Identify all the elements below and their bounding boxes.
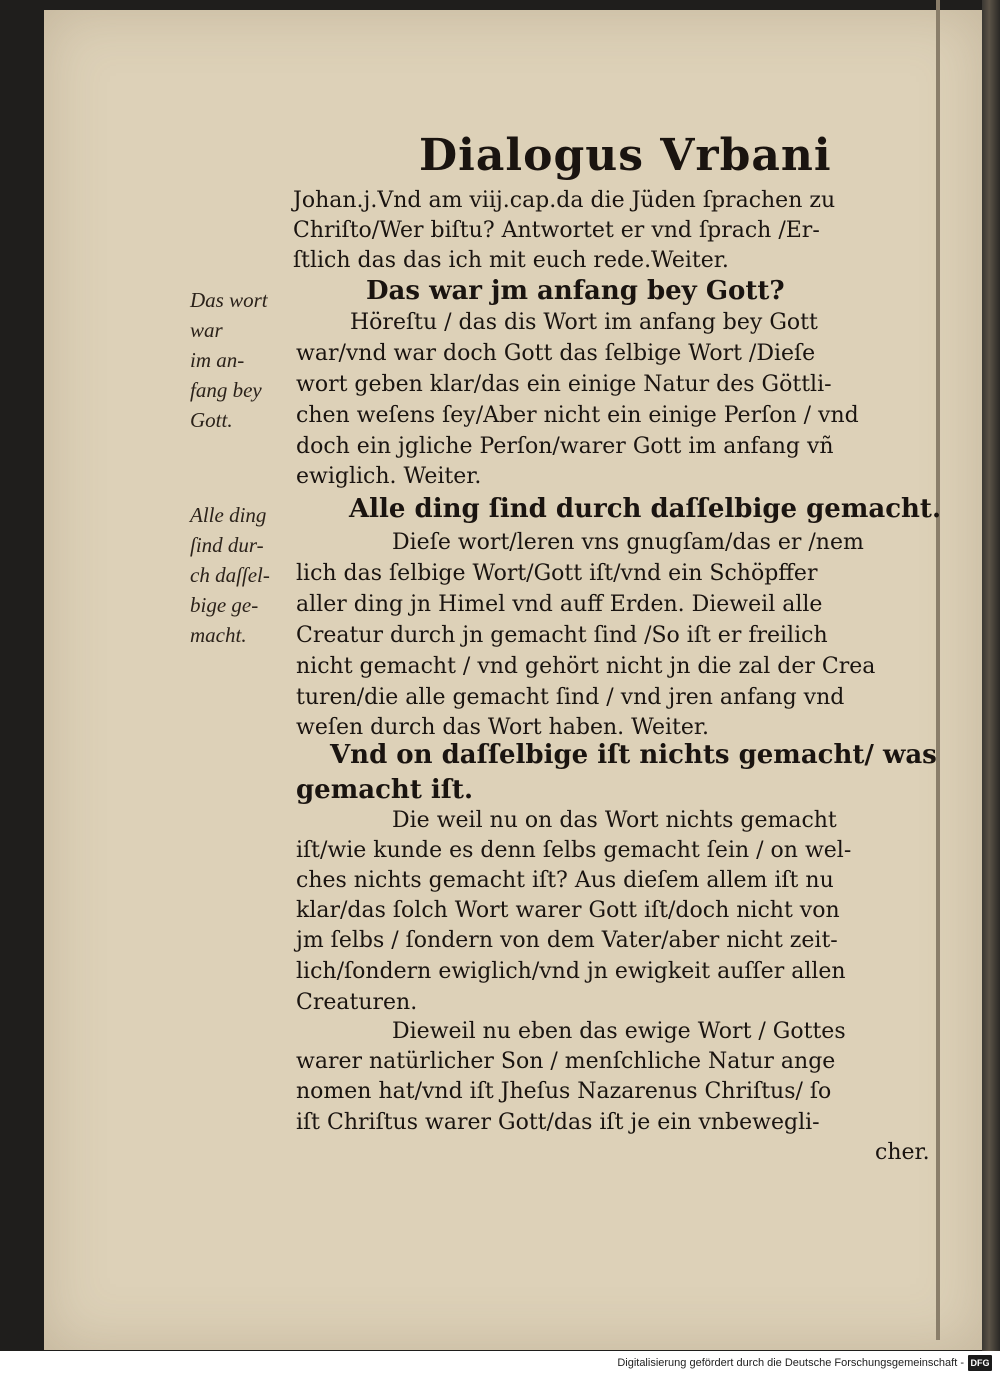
- text-line: Dieſe wort/leren vns gnugſam/das er /nem: [392, 530, 864, 555]
- text-line: Johan.j.Vnd am viij.cap.da die Jüden ſprachen zu: [293, 188, 836, 213]
- text-line: wort geben klar/das ein einige Natur des Göttli-: [296, 372, 832, 397]
- margin-note-line: ſind dur-: [190, 533, 264, 557]
- text-line: nomen hat/vnd iſt Jheſus Nazarenus Chriſtus/ ſo: [296, 1079, 832, 1104]
- text-line: lich das ſelbige Wort/Gott iſt/vnd ein Schöpffer: [296, 561, 818, 586]
- text-line: aller ding jn Himel vnd auff Erden. Dieweil alle: [296, 592, 823, 617]
- margin-note-line: fang bey: [190, 378, 262, 402]
- text-line: doch ein jgliche Perſon/warer Gott im anfang vñ: [296, 434, 834, 459]
- text-line: iſt Chriſtus warer Gott/das iſt je ein vnbewegli-: [296, 1110, 820, 1135]
- text-line: warer natürlicher Son / menſchliche Natur ange: [296, 1049, 836, 1074]
- text-line: iſt/wie kunde es denn ſelbs gemacht ſein / on wel-: [296, 838, 852, 863]
- text-line: Chriſto/Wer biſtu? Antwortet er vnd ſprach /Er-: [293, 218, 820, 243]
- text-line: ewiglich. Weiter.: [296, 464, 482, 489]
- text-line: Dieweil nu eben das ewige Wort / Gottes: [392, 1019, 846, 1044]
- catchword: cher.: [875, 1140, 930, 1165]
- margin-note-line: war: [190, 318, 223, 342]
- margin-note-line: im an-: [190, 348, 245, 372]
- text-line: ches nichts gemacht iſt? Aus dieſem allem iſt nu: [296, 868, 834, 893]
- dfg-logo: DFG: [968, 1355, 992, 1371]
- section-heading: gemacht iſt.: [296, 775, 473, 805]
- text-line: Höreſtu / das dis Wort im anfang bey Gott: [350, 310, 818, 335]
- text-line: nicht gemacht / vnd gehört nicht jn die zal der Crea: [296, 654, 876, 679]
- section-heading: Das war jm anfang bey Gott?: [366, 276, 785, 306]
- text-line: klar/das ſolch Wort warer Gott iſt/doch nicht von: [296, 898, 840, 923]
- margin-note-line: ch daſſel-: [190, 563, 270, 587]
- section-heading: Alle ding ſind durch daſſelbige gemacht.: [349, 494, 941, 524]
- text-line: jm ſelbs / ſondern von dem Vater/aber nicht zeit-: [296, 928, 838, 953]
- text-line: weſen durch das Wort haben. Weiter.: [296, 715, 709, 740]
- text-line: Creatur durch jn gemacht ſind /So iſt er freilich: [296, 623, 828, 648]
- running-title: Dialogus Vrbani: [419, 130, 832, 181]
- book-leaf-edge: [982, 0, 1000, 1351]
- margin-note-line: Gott.: [190, 408, 233, 432]
- text-line: Die weil nu on das Wort nichts gemacht: [392, 808, 837, 833]
- margin-note-2: [190, 500, 300, 650]
- text-line: lich/ſondern ewiglich/vnd jn ewigkeit auſſer allen: [296, 959, 846, 984]
- text-line: ſtlich das das ich mit euch rede.Weiter.: [293, 248, 729, 273]
- margin-note-line: Das wort: [190, 288, 268, 312]
- page-edge: [936, 0, 940, 1340]
- text-line: turen/die alle gemacht ſind / vnd jren anfang vnd: [296, 685, 845, 710]
- margin-note-line: Alle ding: [190, 503, 267, 527]
- margin-note-line: bige ge-: [190, 593, 259, 617]
- text-line: war/vnd war doch Gott das ſelbige Wort /Dieſe: [296, 341, 816, 366]
- text-line: chen weſens ſey/Aber nicht ein einige Perſon / vnd: [296, 403, 859, 428]
- section-heading: Vnd on daſſelbige iſt nichts gemacht/ was: [330, 740, 937, 770]
- text-line: Creaturen.: [296, 990, 418, 1015]
- funding-credit: Digitalisierung gefördert durch die Deutsche Forschungsgemeinschaft -: [617, 1357, 964, 1369]
- margin-note-1: [190, 285, 300, 435]
- margin-note-line: macht.: [190, 623, 247, 647]
